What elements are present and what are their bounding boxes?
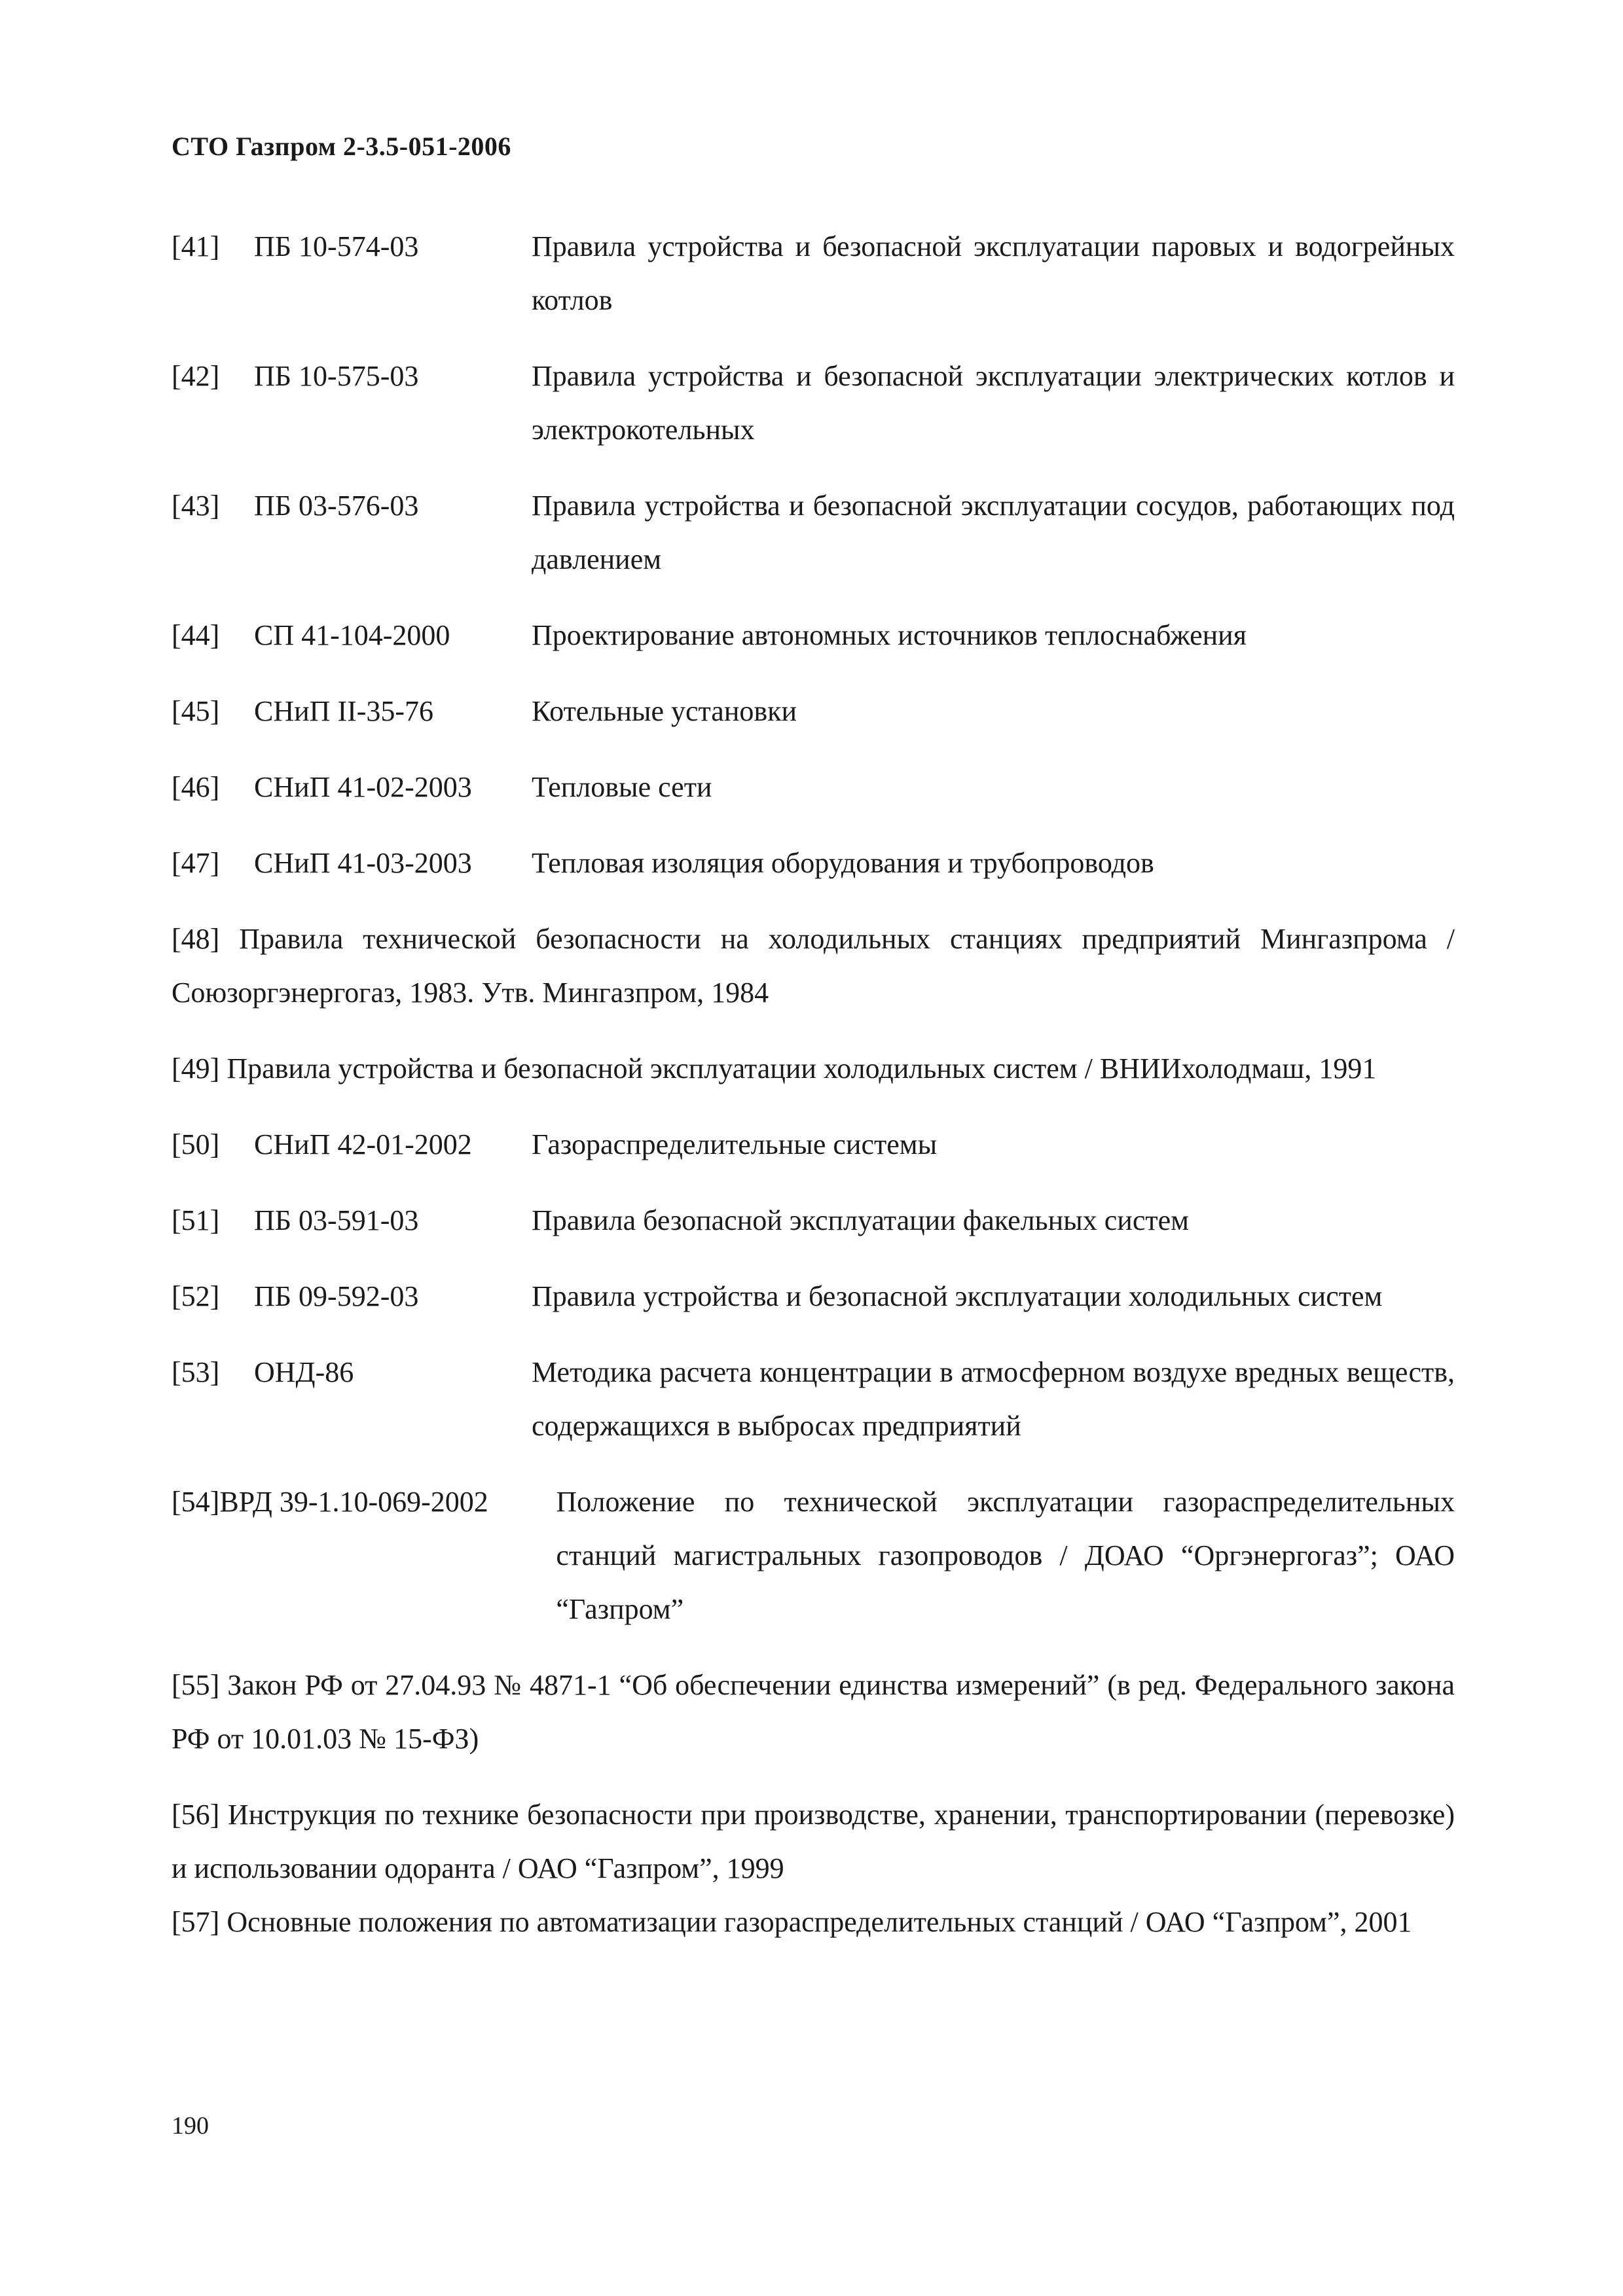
bib-entry-57 (172, 1895, 1455, 1949)
bib-code: ПБ 10-575-03 (254, 360, 419, 392)
bib-entry-49 (172, 1042, 1455, 1096)
bib-title: Правила устройства и безопасной эксплуатации электрических котлов и электрокотельных (532, 360, 1455, 446)
bib-entry-51 (172, 1194, 1455, 1247)
bib-text: Закон РФ от 27.04.93 № 4871-1 “Об обеспечении единства измерений” (в ред. Федерального закона РФ от 10.01.03 № 15-ФЗ) (172, 1669, 1455, 1755)
bib-number: [46] (172, 771, 220, 803)
bib-number: [42] (172, 360, 220, 392)
bib-title: Тепловая изоляция оборудования и трубопроводов (532, 847, 1154, 879)
bib-entry-41 (172, 220, 1455, 327)
bib-number: [53] (172, 1356, 220, 1388)
bib-entry-42 (172, 350, 1455, 457)
bib-number: [56] (172, 1799, 220, 1831)
bib-title: Правила устройства и безопасной эксплуатации паровых и водогрейных котлов (532, 230, 1455, 316)
bibliography-list (172, 220, 1455, 1971)
bib-text: Правила технической безопасности на холодильных станциях предприятий Мингазпрома / Союзоргэнергогаз, 1983. Утв. Мингазпром, 1984 (172, 923, 1455, 1009)
bib-title: Правила устройства и безопасной эксплуатации холодильных систем (532, 1280, 1383, 1312)
bib-code: ОНД-86 (254, 1356, 354, 1388)
bib-number: [51] (172, 1204, 220, 1236)
bib-title: Правила безопасной эксплуатации факельных систем (532, 1204, 1189, 1236)
bib-entry-56 (172, 1788, 1455, 1895)
bib-title: Методика расчета концентрации в атмосферном воздухе вредных веществ, содержащихся в выбросах предприятий (532, 1356, 1455, 1442)
bib-title: Котельные установки (532, 695, 797, 727)
bib-code: СНиП II-35-76 (254, 695, 434, 727)
bib-code: СНиП 41-03-2003 (254, 847, 472, 879)
bib-title: Положение по технической эксплуатации газораспределительных станций магистральных газопроводов / ДОАО “Оргэнергогаз”; ОАО “Газпром” (556, 1486, 1455, 1625)
bib-code: ПБ 10-574-03 (254, 230, 419, 262)
bib-title: Проектирование автономных источников теплоснабжения (532, 619, 1247, 651)
bib-code: ПБ 03-576-03 (254, 490, 419, 522)
bib-number: [45] (172, 695, 220, 727)
bib-entry-45 (172, 685, 1455, 738)
bib-number: [57] (172, 1906, 220, 1938)
bib-text: Правила устройства и безопасной эксплуатации холодильных систем / ВНИИхолодмаш, 1991 (227, 1052, 1377, 1085)
bib-text: Инструкция по технике безопасности при производстве, хранении, транспортировании (перевозке) и использовании одоранта / ОАО “Газпром”, 1999 (172, 1799, 1455, 1884)
bib-number: [47] (172, 847, 220, 879)
bib-entry-48 (172, 912, 1455, 1020)
bib-code: СП 41-104-2000 (254, 619, 450, 651)
bib-code: ПБ 03-591-03 (254, 1204, 419, 1236)
bib-code: ВРД 39-1.10-069-2002 (219, 1486, 488, 1518)
bib-number: [49] (172, 1052, 220, 1085)
bib-code: ПБ 09-592-03 (254, 1280, 419, 1312)
bib-entry-55 (172, 1659, 1455, 1766)
bib-number: [48] (172, 923, 220, 955)
bib-code: СНиП 41-02-2003 (254, 771, 472, 803)
bib-title: Правила устройства и безопасной эксплуатации сосудов, работающих под давлением (532, 490, 1455, 575)
bib-code: СНиП 42-01-2002 (254, 1128, 472, 1160)
bib-title: Тепловые сети (532, 771, 712, 803)
bib-entry-52 (172, 1270, 1455, 1323)
document-header: СТО Газпром 2-3.5-051-2006 (172, 132, 511, 161)
bib-entry-53 (172, 1346, 1455, 1453)
bib-entry-47 (172, 836, 1455, 890)
bib-number: [44] (172, 619, 220, 651)
bib-number: [43] (172, 490, 220, 522)
bib-title: Газораспределительные системы (532, 1128, 938, 1160)
bib-number: [52] (172, 1280, 220, 1312)
bib-entry-54 (172, 1475, 1455, 1636)
bib-entry-43 (172, 479, 1455, 586)
bib-entry-44 (172, 609, 1455, 662)
bib-number: [50] (172, 1128, 220, 1160)
bib-number: [41] (172, 230, 220, 262)
bib-entry-46 (172, 761, 1455, 814)
bib-number: [55] (172, 1669, 220, 1701)
bib-text: Основные положения по автоматизации газораспределительных станций / ОАО “Газпром”, 2001 (227, 1906, 1412, 1938)
bib-entry-50 (172, 1118, 1455, 1172)
page-number: 190 (172, 2112, 209, 2140)
bib-number: [54] (172, 1486, 220, 1518)
